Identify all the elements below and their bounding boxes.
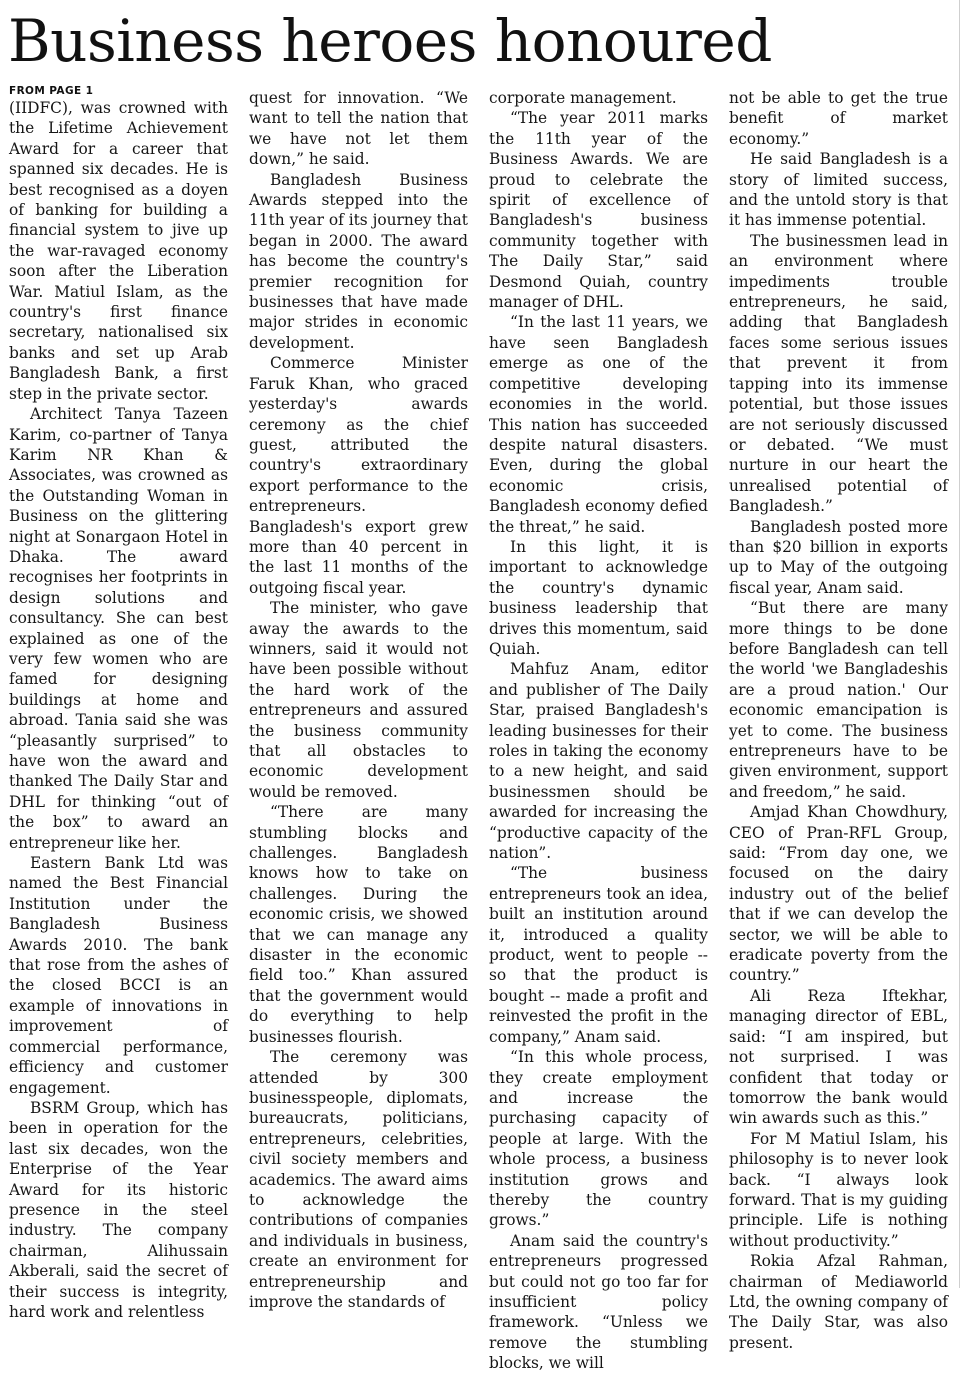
paragraph: “But there are many more things to be done before Bangladesh can tell the world 'we Bangladeshis are a proud nation.' Our economic emancipation is yet to come. The business entrepreneurs have to be given environment, support and freedom,” he said. (729, 599, 948, 801)
paragraph: Bangladesh Business Awards stepped into the 11th year of its journey that began in 2000. The award has become the country's premier recognition for businesses that have made major strides in economic development. (249, 170, 468, 352)
paragraph: Eastern Bank Ltd was named the Best Financial Institution under the Bangladesh Business Awards 2010. The bank that rose from the ashes of the closed BCCI is an example of innovations in improvement of commercial performance, efficiency and customer engagement. (9, 854, 228, 1097)
article-column-3 (489, 88, 708, 1373)
paragraph: Commerce Minister Faruk Khan, who graced yesterday's awards ceremony as the chief guest, attributed the country's extraordinary export performance to the entrepreneurs. Bangladesh's export grew more than 40 percent in the last 11 months of the outgoing fiscal year. (249, 354, 468, 597)
paragraph: Bangladesh posted more than $20 billion in exports up to May of the outgoing fiscal year, Anam said. (729, 517, 948, 597)
paragraph: “There are many stumbling blocks and challenges. Bangladesh knows how to take on challenges. During the economic crisis, we showed that we can manage any disaster in the economic field too.” Khan assured that the government would do everything to help businesses flourish. (249, 803, 468, 1046)
continuation-kicker: FROM PAGE 1 (9, 85, 94, 97)
paragraph: (IIDFC), was crowned with the Lifetime Achievement Award for a career that spanned six decades. He is best recognised as a doyen of banking for building a financial system to jive up the war-ravaged economy soon after the Liberation War. Matiul Islam, as the country's first finance secretary, nationalised six banks and set up Arab Bangladesh Bank, a first step in the private sector. (9, 99, 228, 403)
paragraph: “In the last 11 years, we have seen Bangladesh emerge as one of the competitive developing economies in the world. This nation has succeeded despite natural disasters. Even, during the global economic crisis, Bangladesh economy defied the threat,” he said. (489, 313, 708, 536)
paragraph: For M Matiul Islam, his philosophy is to never look back. “I always look forward. That is my guiding principle. Life is nothing without productivity.” (729, 1129, 948, 1250)
paragraph: The businessmen lead in an environment where impediments trouble entrepreneurs, he said, adding that Bangladesh faces some serious issues that prevent it from tapping into its immense potential, but those issues are not seriously discussed or debated. “We must nurture in our heart the unrealised potential of Bangladesh.” (729, 231, 948, 516)
article-body (9, 84, 949, 1373)
paragraph: Anam said the country's entrepreneurs progressed but could not go too far for insufficient policy framework. “Unless we remove the stumbling blocks, we will (489, 1231, 708, 1373)
paragraph: Architect Tanya Tazeen Karim, co-partner of Tanya Karim NR Khan & Associates, was crowned as the Outstanding Woman in Business on the glittering night at Sonargaon Hotel in Dhaka. The award recognises her footprints in design solutions and consultancy. She can best explained as one of the very few women who are famed for designing buildings at home and abroad. Tania said she was “pleasantly surprised” to have won the award and thanked The Daily Star and DHL for thinking “out of the box” to award an entrepreneur like her. (9, 405, 228, 852)
paragraph: not be able to get the true benefit of market economy.” (729, 89, 948, 148)
paragraph: He said Bangladesh is a story of limited success, and the untold story is that it has immense potential. (729, 150, 948, 230)
article-headline: Business heroes honoured (8, 7, 772, 75)
article-column-2 (249, 88, 468, 1311)
paragraph: quest for innovation. “We want to tell the nation that we have not let them down,” he said. (249, 89, 468, 169)
paragraph: “In this whole process, they create employment and increase the purchasing capacity of people at large. With the whole process, a business institution grows and thereby the country grows.” (489, 1048, 708, 1230)
article-column-4 (729, 88, 948, 1352)
page-edge-rule (959, 0, 960, 1288)
paragraph: Amjad Khan Chowdhury, CEO of Pran-RFL Group, said: “From day one, we focused on the dairy industry out of the belief that if we can develop the sector, we will be able to eradicate poverty from the country.” (729, 803, 948, 985)
paragraph: Mahfuz Anam, editor and publisher of The Daily Star, praised Bangladesh's leading businesses for their roles in taking the economy to a new height, and said businessmen should be awarded for increasing the “productive capacity of the nation”. (489, 660, 708, 863)
paragraph: BSRM Group, which has been in operation for the last six decades, won the Enterprise of the Year Award for its historic presence in the steel industry. The company chairman, Alihussain Akberali, said the secret of their success is integrity, hard work and relentless (9, 1098, 228, 1321)
paragraph: In this light, it is important to acknowledge the country's dynamic business leadership that drives this momentum, said Quiah. (489, 537, 708, 658)
paragraph: The minister, who gave away the awards to the winners, said it would not have been possible without the hard work of the entrepreneurs and assured the business community that all obstacles to economic development would be removed. (249, 599, 468, 801)
paragraph: “The business entrepreneurs took an idea, built an institution around it, introduced a quality product, went to people -- so that the product is bought -- made a profit and reinvested the profit in the company,” Anam said. (489, 864, 708, 1046)
article-column-1 (9, 84, 228, 1321)
paragraph: The ceremony was attended by 300 businesspeople, diplomats, bureaucrats, politicians, entrepreneurs, celebrities, civil society members and academics. The award aims to acknowledge the contributions of companies and individuals in business, create an environment for entrepreneurship and improve the standards of (249, 1048, 468, 1311)
paragraph: Rokia Afzal Rahman, chairman of Mediaworld Ltd, the owning company of The Daily Star, was also present. (729, 1252, 948, 1352)
paragraph: “The year 2011 marks the 11th year of the Business Awards. We are proud to celebrate the spirit of excellence of Bangladesh's business community together with The Daily Star,” said Desmond Quiah, country manager of DHL. (489, 109, 708, 312)
paragraph: Ali Reza Iftekhar, managing director of EBL, said: “I am inspired, but not surprised. I was confident that today or tomorrow the bank would win awards such as this.” (729, 986, 948, 1128)
paragraph: corporate management. (489, 89, 677, 107)
